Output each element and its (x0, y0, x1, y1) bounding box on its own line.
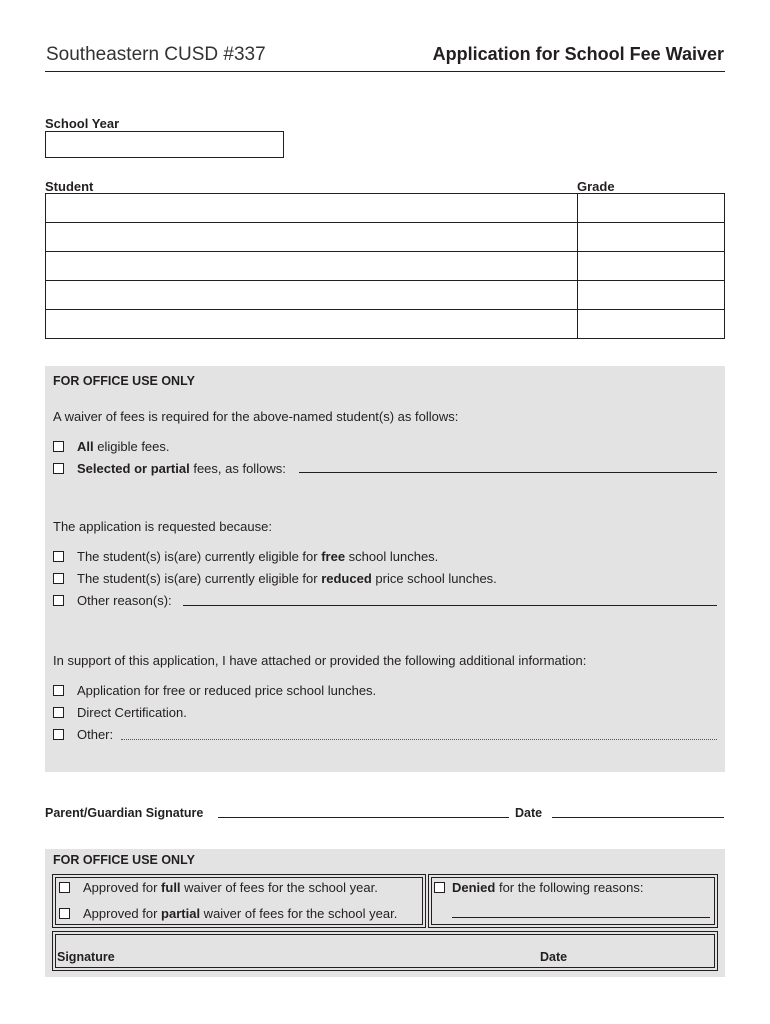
table-row (46, 252, 725, 281)
table-row (46, 223, 725, 252)
student-name-field[interactable] (46, 252, 578, 281)
direct-cert-checkbox[interactable] (53, 707, 64, 718)
all-fees-checkbox[interactable] (53, 441, 64, 452)
student-column-label: Student (45, 179, 94, 194)
selected-fees-line[interactable] (299, 472, 717, 473)
denied-checkbox[interactable] (434, 882, 445, 893)
other-reason-line[interactable] (183, 605, 717, 606)
table-row (46, 281, 725, 310)
option-all-fees: All eligible fees. (53, 439, 170, 454)
support-other-line[interactable] (121, 739, 717, 740)
support-application: Application for free or reduced price school lunches. (53, 683, 376, 698)
office-signature-box (52, 931, 718, 971)
support-intro: In support of this application, I have attached or provided the following additional information: (53, 653, 587, 668)
grade-column-label: Grade (577, 179, 615, 194)
denial-reason-line[interactable] (452, 917, 710, 918)
approve-full-checkbox[interactable] (59, 882, 70, 893)
parent-date-line[interactable] (552, 817, 724, 818)
district-name: Southeastern CUSD #337 (46, 44, 266, 65)
selected-fees-checkbox[interactable] (53, 463, 64, 474)
table-row (46, 310, 725, 339)
free-lunch-checkbox[interactable] (53, 551, 64, 562)
approve-full-option: Approved for full waiver of fees for the school year. (59, 880, 378, 895)
student-name-field[interactable] (46, 223, 578, 252)
option-selected-fees: Selected or partial fees, as follows: (53, 461, 286, 476)
office-signature-label: Signature (57, 950, 115, 964)
office-use-heading: FOR OFFICE USE ONLY (53, 374, 195, 388)
reason-intro: The application is requested because: (53, 519, 272, 534)
grade-field[interactable] (578, 194, 725, 223)
grade-field[interactable] (578, 281, 725, 310)
office-approval-heading: FOR OFFICE USE ONLY (53, 853, 195, 867)
reason-free-lunch: The student(s) is(are) currently eligible for free school lunches. (53, 549, 438, 564)
support-other-checkbox[interactable] (53, 729, 64, 740)
header-divider (45, 71, 725, 72)
other-reason-checkbox[interactable] (53, 595, 64, 606)
reason-other: Other reason(s): (53, 593, 172, 608)
support-other: Other: (53, 727, 113, 742)
office-date-label: Date (540, 950, 568, 964)
student-name-field[interactable] (46, 281, 578, 310)
student-table (45, 193, 725, 339)
grade-field[interactable] (578, 310, 725, 339)
parent-date-label: Date (515, 806, 543, 820)
application-checkbox[interactable] (53, 685, 64, 696)
approve-partial-option: Approved for partial waiver of fees for the school year. (59, 906, 397, 921)
student-name-field[interactable] (46, 310, 578, 339)
grade-field[interactable] (578, 223, 725, 252)
school-year-input[interactable] (45, 131, 284, 158)
table-row (46, 194, 725, 223)
support-direct-cert: Direct Certification. (53, 705, 187, 720)
grade-field[interactable] (578, 252, 725, 281)
parent-signature-label: Parent/Guardian Signature (45, 806, 204, 820)
reduced-lunch-checkbox[interactable] (53, 573, 64, 584)
reason-reduced-lunch: The student(s) is(are) currently eligible for reduced price school lunches. (53, 571, 497, 586)
waiver-intro: A waiver of fees is required for the above-named student(s) as follows: (53, 409, 459, 424)
denied-option: Denied for the following reasons: (434, 880, 643, 895)
student-name-field[interactable] (46, 194, 578, 223)
parent-signature-line[interactable] (218, 817, 509, 818)
approve-partial-checkbox[interactable] (59, 908, 70, 919)
school-year-label: School Year (45, 116, 120, 131)
form-title: Application for School Fee Waiver (432, 44, 724, 64)
